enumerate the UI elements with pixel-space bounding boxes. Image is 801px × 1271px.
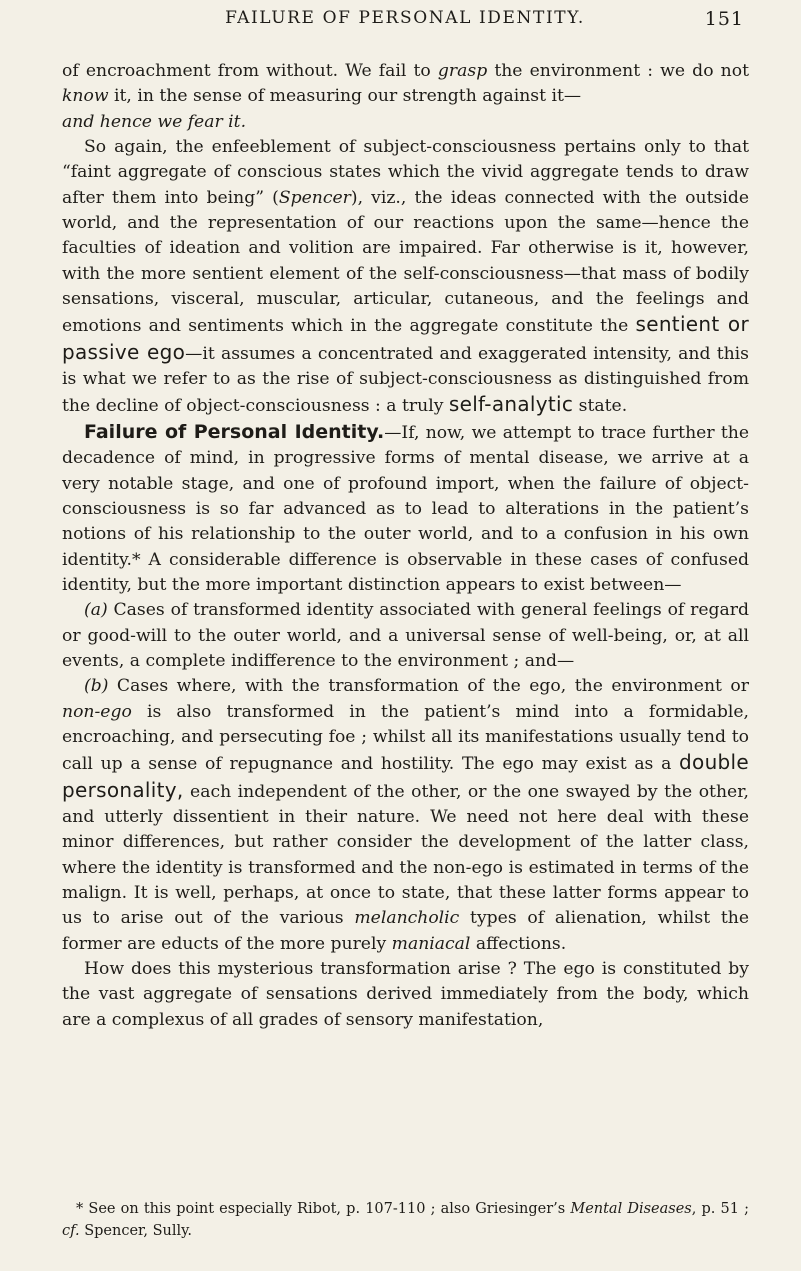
text-run: Spencer, Sully. xyxy=(79,1223,193,1239)
text-run: types of alienation, whilst the former are educts of the more purely xyxy=(62,908,749,954)
text-run: it, in the sense of measuring our strength against it— xyxy=(108,86,582,107)
footnote-text xyxy=(62,1198,749,1242)
text-run: is also transformed in the patient’s mind into a formidable, encroaching, and persecuting foe ; whilst all its manifestations usually tend to call up a sense of repugnance and hostility. The ego may exist as a xyxy=(62,701,749,775)
text-run: —If, now, we attempt to trace further the decadence of mind, in progressive forms of mental disease, we arrive at a very notable stage, and one of profound import, when the failure of object-consciousness is so far advanced as to lead to alterations in the patient’s notions of his relationship to the outer world, and to a confusion in his own identity.* A considerable difference is observable in these cases of confused identity, but the more important distinction appears to exist between— xyxy=(62,422,750,595)
paragraph xyxy=(62,135,749,420)
italic-text: melancholic xyxy=(354,908,460,929)
text-run: ), viz., the ideas connected with the outside world, and the representation of our reactions upon the same—hence the faculties of ideation and volition are impaired. Far otherwise is it, however, with the more sentient element of the self-consciousness—that mass of bodily sensations, visceral, muscular, articular, cutaneous, and the feelings and emotions and sentiments which in the aggregate constitute the xyxy=(62,187,749,337)
list-label: (a) xyxy=(84,600,108,621)
text-run: Cases of transformed identity associated with general feelings of regard or good-will to the outer world, and a universal sense of well-being, or, at all events, a complete indifference to the environment ; and— xyxy=(62,600,749,671)
running-title: FAILURE OF PERSONAL IDENTITY. xyxy=(225,8,585,28)
italic-text: grasp xyxy=(437,61,488,81)
paragraph xyxy=(62,420,749,598)
text-run: of encroachment from without. We fail to xyxy=(62,61,438,81)
italic-text: maniacal xyxy=(391,933,471,954)
page-header xyxy=(0,8,801,38)
italic-text: know xyxy=(62,86,109,107)
footnote xyxy=(62,1198,749,1242)
paragraph xyxy=(62,59,749,135)
paragraph xyxy=(62,957,749,1033)
section-heading: Failure of Personal Identity. xyxy=(84,420,385,443)
text-run: Cases where, with the transformation of the ego, the environment or xyxy=(108,676,749,697)
italic-text: cf. xyxy=(62,1223,80,1239)
text-run: the environment : we do not xyxy=(487,61,749,81)
emphasis-text: double personality, xyxy=(62,750,749,802)
italic-text: Spencer xyxy=(278,187,351,208)
italic-text: and hence we fear it. xyxy=(62,111,247,132)
body-text xyxy=(62,59,749,1033)
italic-text: Mental Diseases xyxy=(570,1201,692,1217)
text-run: So again, the enfeeblement of subject-consciousness pertains only to that “faint aggregate of conscious states which the vivid aggregate tends to draw after them into being” ( xyxy=(62,137,749,208)
text-run: —it assumes a concentrated and exaggerated intensity, and this is what we refer to as the rise of subject-consciousness as distinguished from the decline of object-consciousness : a truly xyxy=(62,343,749,417)
paragraph xyxy=(62,674,749,957)
emphasis-text: sentient or passive ego xyxy=(62,312,749,364)
text-run: , p. 51 ; xyxy=(691,1201,749,1217)
text-run: state. xyxy=(573,396,628,417)
page-number: 151 xyxy=(704,8,744,30)
text-run: each independent of the other, or the one swayed by the other, and utterly dissentient in their nature. We need not here deal with these minor differences, but rather consider the development of the latter class, where the identity is transformed and the non-ego is estimated in terms of the malign. It is well, perhaps, at once to state, that these latter forms appear to us to arise out of the various xyxy=(62,781,749,929)
paragraph xyxy=(62,598,749,674)
italic-text: non-ego xyxy=(62,701,132,722)
emphasis-text: self-analytic xyxy=(448,392,574,417)
text-run: How does this mysterious transformation arise ? The ego is constituted by the vast aggregate of sensations derived immediately from the body, which are a complexus of all grades of sensory manifestation, xyxy=(62,959,749,1030)
text-run: affections. xyxy=(470,933,567,954)
list-label: (b) xyxy=(84,676,109,697)
text-run: * See on this point especially Ribot, p. 107-110 ; also Griesinger’s xyxy=(76,1201,571,1217)
